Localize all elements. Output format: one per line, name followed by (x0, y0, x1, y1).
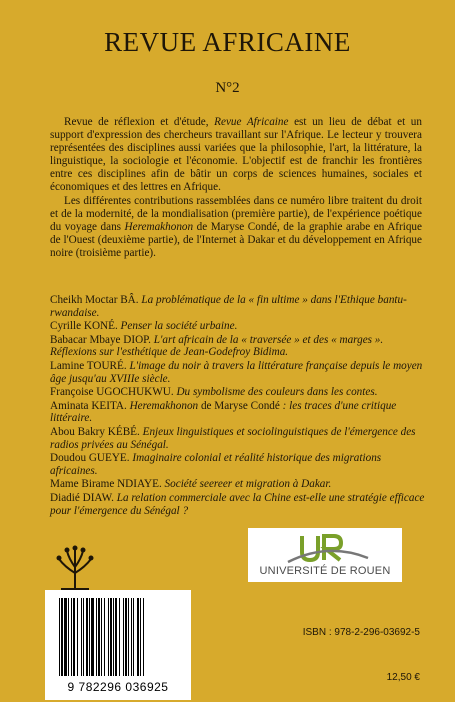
barcode-bars (57, 598, 179, 678)
intro-paragraph-2: Les différentes contributions rassemblées dans ce numéro libre traitent du droit et de la modernité, de la mondialisation (première partie), de l'expérience poétique du voyage dans Heremakhonon de Maryse Condé, de la graphie arabe en Afrique de l'Ouest (deuxième partie), de l'Internet à Dakar et du développement en Afrique noire (troisième partie). (50, 195, 422, 260)
intro-paragraph-1: Revue de réflexion et d'étude, Revue Africaine est un lieu de débat et un support d'expression des chercheurs travaillant sur l'Afrique. Le lecteur y trouvera représentées des disciplines aussi variées que la philosophie, l'art, la littérature, la linguistique, la sociologie et l'économie. L'objectif est de franchir les frontières entre ces disciplines afin de bâtir un corps de sciences humaines, sociales et économiques et des lettres en Afrique. (50, 116, 422, 193)
table-of-contents (50, 294, 430, 518)
issue-number: N°2 (215, 80, 240, 96)
toc-item: Mame Birame NDIAYE. Société seereer et migration à Dakar. (50, 478, 332, 491)
toc-item: Doudou GUEYE. Imaginaire colonial et réalité historique des migrations africaines. (50, 452, 382, 477)
toc-item: Abou Bakry KÉBÉ. Enjeux linguistiques et sociolinguistiques de l'émergence des radios privées au Sénégal. (50, 425, 416, 451)
price: 12,50 € (386, 672, 420, 683)
toc-item: Cyrille KONÉ. Penser la société urbaine. (50, 320, 238, 333)
toc-item: Françoise UGOCHUKWU. Du symbolisme des couleurs dans les contes. (50, 386, 378, 399)
isbn: ISBN : 978-2-296-03692-5 (302, 627, 420, 638)
university-emblem (248, 528, 402, 568)
barcode (45, 590, 191, 700)
intro-text (50, 116, 422, 260)
toc-item: Babacar Mbaye DIOP. L'art africain de la « traversée » et des « marges ». Réflexions sur l'esthétique de Jean-Godefroy Bidima. (50, 333, 384, 359)
journal-title: REVUE AFRICAINE (104, 27, 351, 57)
tree-icon (51, 545, 99, 591)
toc-item: Aminata KEITA. Heremakhonon de Maryse Condé : les traces d'une critique littéraire. (50, 399, 397, 425)
toc-item: Cheikh Moctar BÂ. La problématique de la « fin ultime » dans l'Ethique bantu-rwandaise. (50, 294, 407, 319)
toc-item: Diadié DIAW. La relation commerciale avec la Chine est-elle une stratégie efficace pour l'émergence du Sénégal ? (50, 491, 425, 517)
toc-item: Lamine TOURÉ. L'image du noir à travers la littérature française depuis le moyen âge jusqu'au XVIIIe siècle. (50, 359, 423, 385)
barcode-number: 9 782296 036925 (67, 680, 169, 694)
university-name: UNIVERSITÉ DE ROUEN (259, 565, 391, 577)
university-logo (248, 528, 402, 582)
